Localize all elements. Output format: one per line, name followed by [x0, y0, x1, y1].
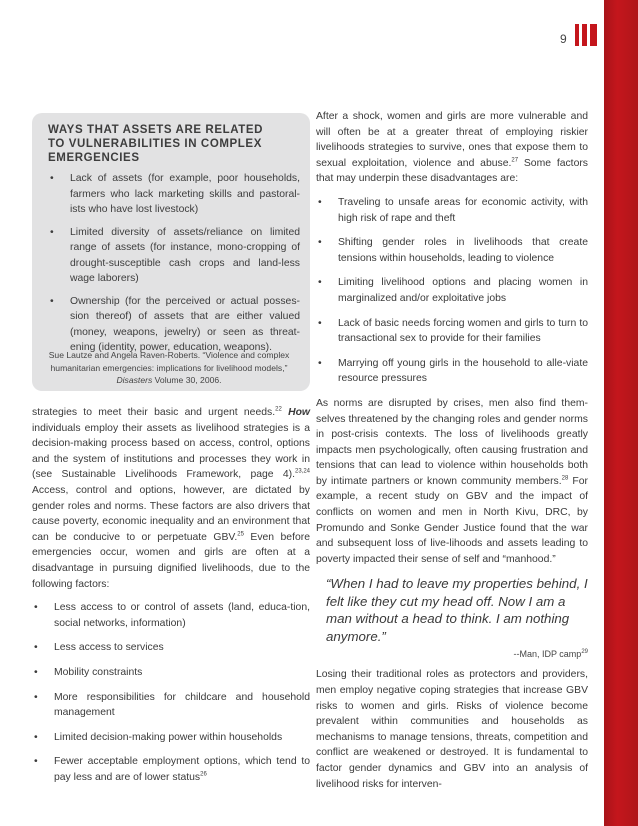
sidebar-list — [48, 171, 300, 363]
source-journal: Disasters — [116, 375, 153, 385]
right-paragraph-1: After a shock, women and girls are more vulnerable and will often be at a greater threat of employing riskier livelihoods strategies to survive, ones that expose them to sexual exploitation, violence and abuse.$^{27}$ Some factors that may underpin these disadvantages are: — [316, 111, 589, 185]
quote-attribution: --Man, IDP camp$^{29}$ — [513, 649, 588, 660]
disadvantages-list — [316, 195, 588, 387]
factor-item: • Mobility constraints — [32, 665, 310, 681]
disadvantage-item: • Limiting livelihood options and placing women in marginalized and/or exploitative jobs — [316, 275, 588, 306]
disadvantage-item: • Traveling to unsafe areas for economic activity, with high risk of rape and theft — [316, 195, 588, 226]
right-paragraph-2: As norms are disrupted by crises, men also find them-selves threatened by the changing roles and gender norms in post-crisis contexts. The loss of livelihoods greatly impacts men psychologically, often causing frustration and tensions that can lead to violence within households both by intimate partners or known community members.$^{28}$ For example, a recent study on GBV and the impact of conflicts on women and men in North Kivu, DRC, by Promundo and Sonke Gender Justice found that the war and subsequent loss of live-lihoods and assets leading to poverty impacted their sense of self and “manhood.” — [316, 397, 588, 565]
disadvantage-item: • Lack of basic needs forcing women and girls to turn to transactional sex to provide for their families — [316, 316, 588, 347]
factor-item: • More responsibilities for childcare and household management — [32, 690, 310, 721]
sidebar-list-item: • Limited diversity of assets/reliance on limited range of assets (for instance, mono-cropping of drought-susceptible cash crops and land-less wage laborers) — [48, 225, 300, 287]
factor-item: • Limited decision-making power within households — [32, 730, 310, 746]
sidebar-list-item: • Ownership (for the perceived or actual posses-sion thereof) of assets that are either valued (money, weapons, jewelry) or seen as threat-ening (identity, power, education, weapons). — [48, 294, 300, 356]
sidebar-list-item: • Lack of assets (for example, poor households, farmers who lack marketing skills and pastoral-ists who have lost livestock) — [48, 171, 300, 218]
factor-item: • Less access to services — [32, 640, 310, 656]
sidebar-title: WAYS THAT ASSETS ARE RELATED TO VULNERABILITIES IN COMPLEX EMERGENCIES — [48, 124, 264, 164]
pull-quote: “When I had to leave my properties behind, I felt like they cut my head off. Now I am a man without a head to think. I am nothing anymore.” — [326, 576, 588, 644]
assets-vulnerability-sidebar — [32, 113, 310, 391]
factors-list — [32, 600, 310, 785]
decorative-red-band — [604, 0, 638, 826]
page-number: 9 — [560, 32, 567, 46]
disadvantage-item: • Marrying off young girls in the household to alle-viate resource pressures — [316, 356, 588, 387]
right-column — [316, 109, 588, 792]
sidebar-source-citation: Sue Lautze and Angela Raven-Roberts. “Violence and complex humanitarian emergencies: implications for livelihood models,” Disasters Volume 30, 2006. — [48, 350, 290, 385]
right-paragraph-3: Losing their traditional roles as protectors and providers, men employ negative coping strategies that increase GBV risks to women and girls. Risks of violence become prevalent within communities and households as mechanisms to manage tensions, threats, competition and conflict are weakened or destroyed. It is fundamental to factor gender dynamics and GBV into an analysis of livelihood risks for interven- — [316, 669, 588, 790]
logo-bars-icon — [575, 24, 597, 46]
left-column — [32, 405, 310, 794]
factor-item: • Fewer acceptable employment options, which tend to pay less and are of lower status$^{26}$ — [32, 754, 310, 785]
left-paragraph: strategies to meet their basic and urgent needs.$^{22}$ How individuals employ their assets as livelihood strategies is a decision-making process based on access, control, options and the system of institutions and processes they work in (see Sustainable Livelihoods Framework, page 4).$^{23,24}$ Access, control and options, however, are dictated by gender roles and norms. These factors are also drivers that cause poverty, economic inequality and an environment that can be conducive to or perpetuate GBV.$^{25}$ Even before emergencies occur, women and girls are often at a disadvantage in pursuing dignified livelihoods, due to the following factors: — [32, 406, 310, 590]
disadvantage-item: • Shifting gender roles in livelihoods that create tensions within households, leading to violence — [316, 235, 588, 266]
factor-item: • Less access to or control of assets (land, educa-tion, social networks, information) — [32, 600, 310, 631]
